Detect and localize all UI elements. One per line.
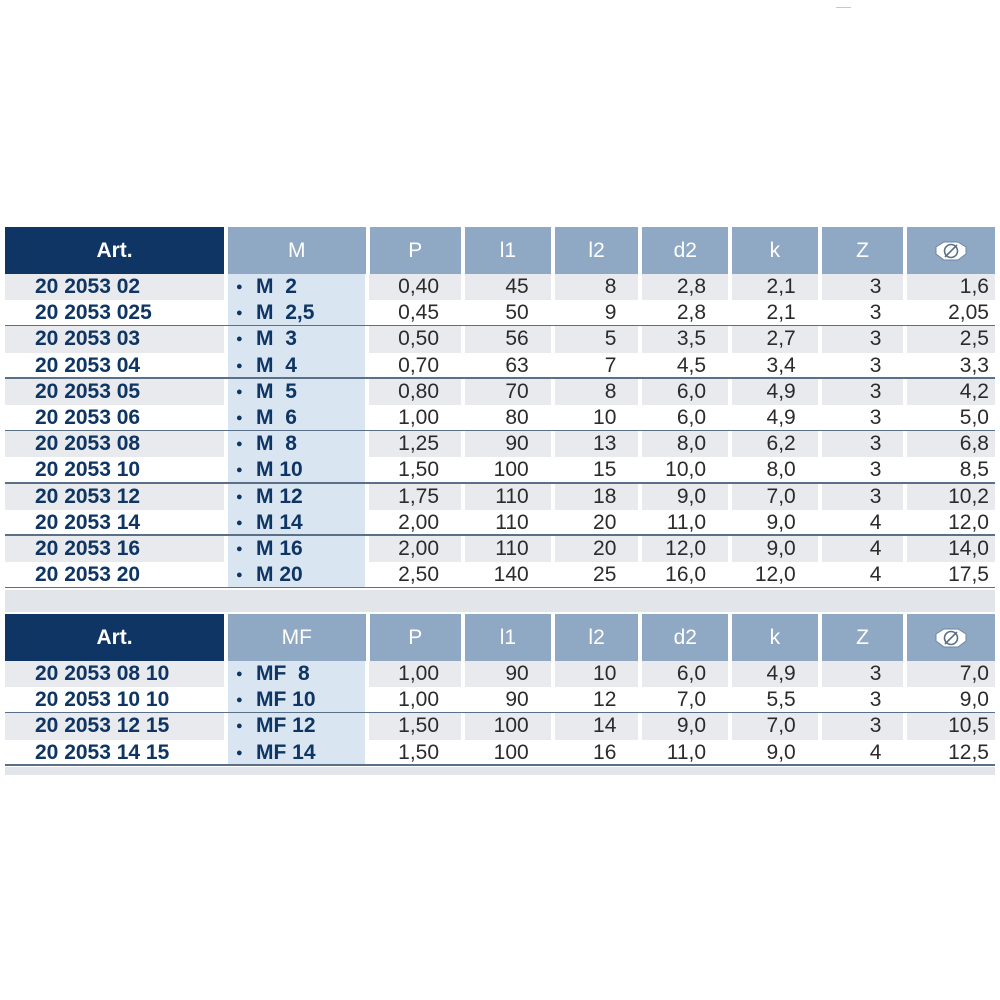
thread-size: MF 8 (256, 662, 310, 686)
column-header: l1 (465, 227, 551, 274)
value-cell: 3 (822, 484, 904, 510)
table-row (5, 510, 995, 536)
bullet-icon: ● (236, 490, 243, 503)
table-row (5, 687, 995, 713)
article-number: 20 2053 08 (5, 431, 224, 457)
value-cell: 6,0 (642, 661, 728, 687)
thread-size: M 16 (256, 536, 303, 560)
value-cell: 12,5 (907, 740, 995, 766)
table-metric-header (5, 227, 995, 274)
table-metric (5, 227, 995, 588)
value-cell: 0,40 (369, 274, 461, 300)
value-cell: 8 (555, 274, 639, 300)
column-header: d2 (642, 227, 728, 274)
article-number: 20 2053 08 10 (5, 661, 224, 687)
value-cell: 13 (555, 431, 639, 457)
bullet-icon: ● (236, 307, 243, 320)
thread-size: M 10 (256, 458, 303, 482)
bullet-icon: ● (236, 542, 243, 555)
column-header: M (228, 227, 365, 274)
thread-size: MF 12 (256, 714, 316, 738)
value-cell: 3 (822, 687, 904, 713)
column-header: Z (822, 614, 904, 661)
article-number: 20 2053 05 (5, 379, 224, 405)
value-cell: 3 (822, 274, 904, 300)
table-fine (5, 614, 995, 766)
value-cell: 0,80 (369, 379, 461, 405)
value-cell: 1,00 (369, 661, 461, 687)
value-cell: 10,5 (907, 713, 995, 739)
value-cell: 7 (555, 353, 639, 379)
value-cell: 3,4 (732, 353, 818, 379)
value-cell: 90 (465, 431, 551, 457)
thread-cell (228, 405, 365, 431)
value-cell: 3 (822, 405, 904, 431)
article-number: 20 2053 02 (5, 274, 224, 300)
value-cell: 10,2 (907, 484, 995, 510)
value-cell: 0,45 (369, 300, 461, 326)
value-cell: 15 (555, 457, 639, 483)
value-cell: 70 (465, 379, 551, 405)
thread-size: M 6 (256, 406, 297, 430)
value-cell: 100 (465, 713, 551, 739)
value-cell: 7,0 (732, 484, 818, 510)
value-cell: 2,1 (732, 300, 818, 326)
article-number: 20 2053 03 (5, 326, 224, 352)
value-cell: 4,5 (642, 353, 728, 379)
thread-cell (228, 687, 365, 713)
bullet-icon: ● (236, 668, 243, 681)
thread-size: M 12 (256, 484, 303, 508)
value-cell: 4 (822, 740, 904, 766)
column-header: P (370, 614, 462, 661)
value-cell: 3 (822, 379, 904, 405)
article-number: 20 2053 10 (5, 457, 224, 483)
value-cell: 90 (465, 661, 551, 687)
value-cell: 0,70 (369, 353, 461, 379)
value-cell: 5 (555, 326, 639, 352)
bullet-icon: ● (236, 694, 243, 707)
value-cell: 6,0 (642, 379, 728, 405)
value-cell: 3,3 (907, 353, 995, 379)
table-row (5, 484, 995, 510)
value-cell: 2,1 (732, 274, 818, 300)
table-row (5, 300, 995, 326)
value-cell: 3 (822, 661, 904, 687)
thread-size: M 8 (256, 432, 297, 456)
value-cell: 50 (465, 300, 551, 326)
value-cell: 12 (555, 687, 639, 713)
value-cell: 4,9 (732, 379, 818, 405)
table-row (5, 353, 995, 379)
value-cell: 1,50 (369, 713, 461, 739)
value-cell: 9 (555, 300, 639, 326)
value-cell: 3 (822, 353, 904, 379)
value-cell: 9,0 (642, 713, 728, 739)
column-header: MF (228, 614, 365, 661)
bullet-icon: ● (236, 569, 243, 582)
value-cell: 140 (465, 562, 551, 588)
bullet-icon: ● (236, 438, 243, 451)
bullet-icon: ● (236, 412, 243, 425)
value-cell: 110 (465, 510, 551, 536)
value-cell: 2,00 (369, 536, 461, 562)
value-cell: 100 (465, 457, 551, 483)
value-cell: 2,05 (907, 300, 995, 326)
value-cell: 1,00 (369, 405, 461, 431)
drill-diameter-icon (932, 626, 970, 650)
top-mark (836, 7, 851, 8)
value-cell: 56 (465, 326, 551, 352)
bullet-icon: ● (236, 720, 243, 733)
value-cell: 10 (555, 405, 639, 431)
column-header: Art. (5, 614, 224, 661)
value-cell: 2,5 (907, 326, 995, 352)
value-cell: 1,75 (369, 484, 461, 510)
thread-cell (228, 740, 365, 766)
value-cell: 45 (465, 274, 551, 300)
column-header: l1 (465, 614, 551, 661)
value-cell: 10 (555, 661, 639, 687)
value-cell: 4 (822, 536, 904, 562)
value-cell: 2,8 (642, 300, 728, 326)
value-cell: 12,0 (642, 536, 728, 562)
article-number: 20 2053 12 (5, 484, 224, 510)
table-fine-header (5, 614, 995, 661)
value-cell: 1,6 (907, 274, 995, 300)
column-header: P (370, 227, 462, 274)
table-row (5, 661, 995, 687)
thread-cell (228, 274, 365, 300)
value-cell: 110 (465, 484, 551, 510)
thread-cell (228, 326, 365, 352)
value-cell: 63 (465, 353, 551, 379)
value-cell: 0,50 (369, 326, 461, 352)
value-cell: 14 (555, 713, 639, 739)
value-cell: 110 (465, 536, 551, 562)
thread-cell (228, 562, 365, 588)
value-cell: 9,0 (907, 687, 995, 713)
value-cell: 2,7 (732, 326, 818, 352)
thread-size: M 2 (256, 275, 297, 299)
bullet-icon: ● (236, 516, 243, 529)
table-row (5, 536, 995, 562)
value-cell: 14,0 (907, 536, 995, 562)
value-cell: 9,0 (732, 740, 818, 766)
column-header: Z (822, 227, 904, 274)
value-cell: 2,8 (642, 274, 728, 300)
thread-cell (228, 379, 365, 405)
value-cell: 3 (822, 300, 904, 326)
column-header: l2 (555, 227, 639, 274)
value-cell: 17,5 (907, 562, 995, 588)
value-cell: 3 (822, 457, 904, 483)
value-cell: 12,0 (732, 562, 818, 588)
thread-cell (228, 353, 365, 379)
article-number: 20 2053 025 (5, 300, 224, 326)
table-row (5, 326, 995, 352)
thread-cell (228, 431, 365, 457)
value-cell: 80 (465, 405, 551, 431)
value-cell: 2,00 (369, 510, 461, 536)
thread-cell (228, 661, 365, 687)
value-cell: 10,0 (642, 457, 728, 483)
value-cell: 5,0 (907, 405, 995, 431)
value-cell: 4,9 (732, 661, 818, 687)
value-cell: 3 (822, 326, 904, 352)
value-cell: 4 (822, 510, 904, 536)
article-number: 20 2053 20 (5, 562, 224, 588)
thread-cell (228, 536, 365, 562)
bullet-icon: ● (236, 385, 243, 398)
value-cell: 18 (555, 484, 639, 510)
value-cell: 1,25 (369, 431, 461, 457)
value-cell: 8,0 (642, 431, 728, 457)
value-cell: 3 (822, 713, 904, 739)
value-cell: 20 (555, 510, 639, 536)
value-cell: 8 (555, 379, 639, 405)
thread-size: M 3 (256, 327, 297, 351)
thread-size: M 20 (256, 563, 303, 587)
thread-size: M 2,5 (256, 301, 315, 325)
value-cell: 11,0 (642, 740, 728, 766)
value-cell: 9,0 (732, 510, 818, 536)
column-header: k (732, 227, 818, 274)
value-cell: 1,50 (369, 740, 461, 766)
value-cell: 2,50 (369, 562, 461, 588)
thread-cell (228, 713, 365, 739)
column-header-drill (907, 227, 995, 274)
table-row (5, 457, 995, 483)
article-number: 20 2053 06 (5, 405, 224, 431)
table-row (5, 274, 995, 300)
thread-size: MF 14 (256, 740, 316, 764)
table-row (5, 405, 995, 431)
value-cell: 1,00 (369, 687, 461, 713)
bullet-icon: ● (236, 333, 243, 346)
thread-cell (228, 484, 365, 510)
article-number: 20 2053 16 (5, 536, 224, 562)
table-row (5, 562, 995, 588)
value-cell: 7,0 (642, 687, 728, 713)
value-cell: 3 (822, 431, 904, 457)
thread-cell (228, 457, 365, 483)
table-row (5, 740, 995, 766)
value-cell: 7,0 (907, 661, 995, 687)
article-number: 20 2053 14 15 (5, 740, 224, 766)
table-gap (5, 590, 995, 612)
value-cell: 5,5 (732, 687, 818, 713)
table-row (5, 379, 995, 405)
thread-cell (228, 300, 365, 326)
value-cell: 16,0 (642, 562, 728, 588)
value-cell: 16 (555, 740, 639, 766)
article-number: 20 2053 12 15 (5, 713, 224, 739)
value-cell: 4 (822, 562, 904, 588)
bullet-icon: ● (236, 281, 243, 294)
column-header: k (732, 614, 818, 661)
value-cell: 11,0 (642, 510, 728, 536)
value-cell: 100 (465, 740, 551, 766)
table-metric-body (5, 274, 995, 588)
value-cell: 25 (555, 562, 639, 588)
value-cell: 6,0 (642, 405, 728, 431)
article-number: 20 2053 10 10 (5, 687, 224, 713)
value-cell: 9,0 (732, 536, 818, 562)
value-cell: 4,2 (907, 379, 995, 405)
thread-size: M 5 (256, 379, 297, 403)
article-number: 20 2053 14 (5, 510, 224, 536)
column-header: d2 (642, 614, 728, 661)
table-row (5, 713, 995, 739)
article-number: 20 2053 04 (5, 353, 224, 379)
column-header: l2 (555, 614, 639, 661)
thread-size: M 14 (256, 510, 303, 534)
column-header: Art. (5, 227, 224, 274)
thread-size: M 4 (256, 353, 297, 377)
thread-cell (228, 510, 365, 536)
value-cell: 6,2 (732, 431, 818, 457)
value-cell: 1,50 (369, 457, 461, 483)
value-cell: 6,8 (907, 431, 995, 457)
bullet-icon: ● (236, 746, 243, 759)
bottom-bar (5, 767, 995, 775)
column-header-drill (907, 614, 995, 661)
value-cell: 9,0 (642, 484, 728, 510)
value-cell: 8,5 (907, 457, 995, 483)
table-row (5, 431, 995, 457)
bullet-icon: ● (236, 359, 243, 372)
bullet-icon: ● (236, 464, 243, 477)
thread-size: MF 10 (256, 688, 316, 712)
value-cell: 4,9 (732, 405, 818, 431)
value-cell: 3,5 (642, 326, 728, 352)
value-cell: 8,0 (732, 457, 818, 483)
value-cell: 90 (465, 687, 551, 713)
value-cell: 20 (555, 536, 639, 562)
value-cell: 12,0 (907, 510, 995, 536)
drill-diameter-icon (932, 239, 970, 263)
table-fine-body (5, 661, 995, 766)
value-cell: 7,0 (732, 713, 818, 739)
